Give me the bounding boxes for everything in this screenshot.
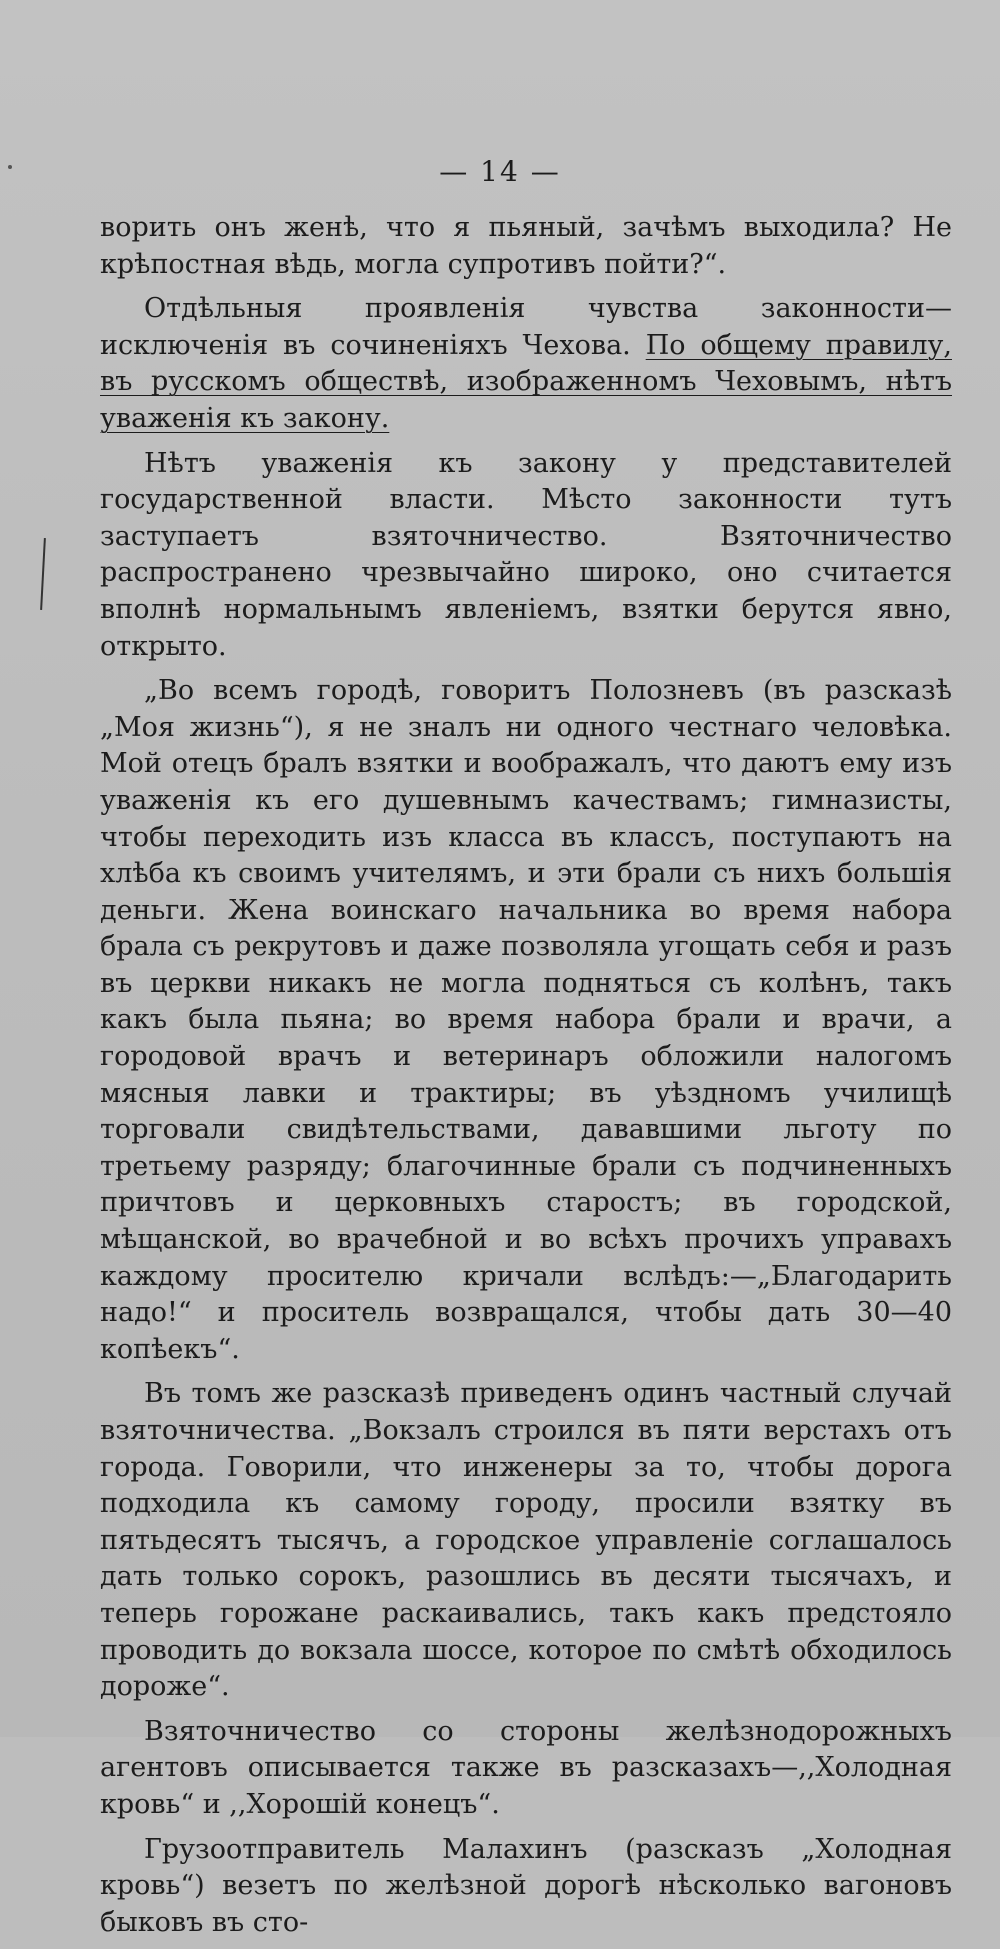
page-number: — 14 — (439, 155, 561, 188)
paragraph-malakhin: Грузоотправитель Малахинъ (разсказъ „Холодная кровь“) везетъ по желѣзной дорогѣ нѣсколько вагоновъ быковъ въ сто- (100, 1833, 952, 1938)
paragraph-continuation: ворить онъ женѣ, что я пьяный, зачѣмъ выходила? Не крѣпостная вѣдь, могла супротивъ пойти?“. (100, 212, 952, 280)
paragraph-station: Въ томъ же разсказѣ приведенъ одинъ частный случай взяточничества. „Вокзалъ строился въ пяти верстахъ отъ города. Говорили, что инженеры за то, чтобы дорога подходила къ самому городу, просили взятку въ пятьдесятъ тысячъ, а городское управленіе соглашалось дать только сорокъ, разошлись въ десяти тысячахъ, и теперь горожане раскаивались, такъ какъ предстояло проводить до вокзала шоссе, которое по смѣтѣ обходилось дороже“. (100, 1378, 952, 1703)
paragraph-bribery: Нѣтъ уваженія къ закону у представителей государственной власти. Мѣсто законности тутъ заступаетъ взяточничество. Взяточничество распространено чрезвычайно широко, оно считается вполнѣ нормальнымъ явленіемъ, взятки берутся явно, открыто. (100, 447, 952, 662)
underlined-sentence: По общему правилу, въ русскомъ обществѣ, изображенномъ Чеховымъ, нѣтъ уваженія къ закону. (100, 329, 952, 434)
margin-pencil-mark (40, 538, 46, 610)
paragraph-legality (100, 291, 952, 437)
body-text (100, 210, 952, 1949)
paragraph-quote-polozniev: „Во всемъ городѣ, говоритъ Полозневъ (въ разсказѣ „Моя жизнь“), я не зналъ ни одного честнаго человѣка. Мой отецъ бралъ взятки и воображалъ, что даютъ ему изъ уваженія къ его душевнымъ качествамъ; гимназисты, чтобы переходить изъ класса въ классъ, поступаютъ на хлѣба къ своимъ учителямъ, и эти брали съ нихъ большія деньги. Жена воинскаго начальника во время набора брала съ рекрутовъ и даже позволяла угощать себя и разъ въ церкви никакъ не могла подняться съ колѣнъ, такъ какъ была пьяна; во время набора брали и врачи, а городовой врачъ и ветеринаръ обложили налогомъ мясныя лавки и трактиры; въ уѣздномъ училищѣ торговали свидѣтельствами, дававшими льготу по третьему разряду; благочинные брали съ подчиненныхъ причтовъ и церковныхъ старостъ; въ городской, мѣщанской, во врачебной и во всѣхъ прочихъ управахъ каждому просителю кричали вслѣдъ:—„Благодарить надо!“ и проситель возвращался, чтобы дать 30—40 копѣекъ“. (100, 675, 952, 1365)
paragraph-railway: Взяточничество со стороны желѣзнодорожныхъ агентовъ описывается также въ разсказахъ—,,Холодная кровь“ и ,,Хорошій конецъ“. (100, 1715, 952, 1820)
sentence-exceptions: Отдѣльныя проявленія чувства законности—исключенія въ сочиненіяхъ Чехова. (100, 293, 952, 361)
